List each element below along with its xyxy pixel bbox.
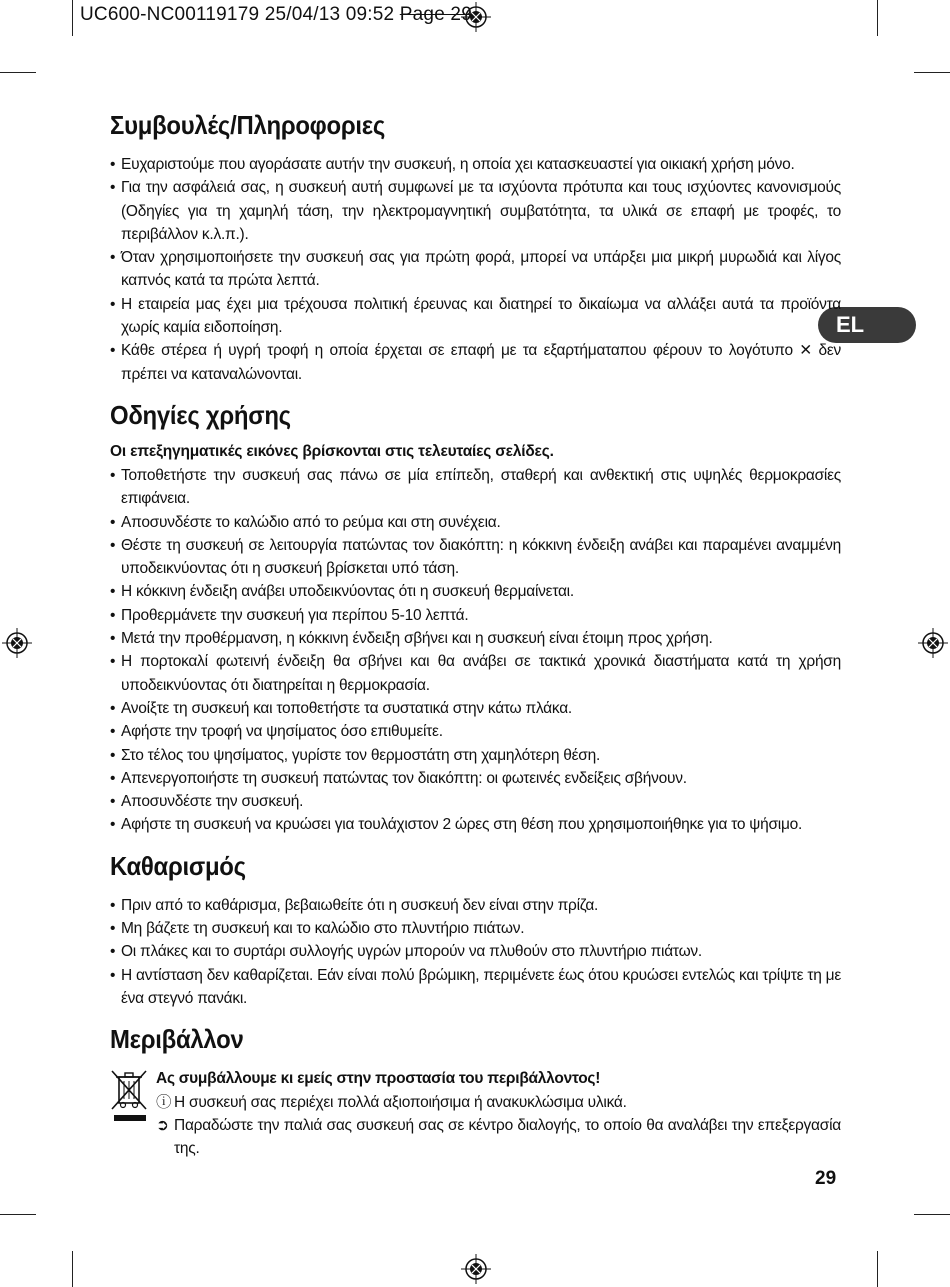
crop-mark (72, 0, 73, 36)
list-item: • Κάθε στέρεα ή υγρή τροφή η οποία έρχεται σε επαφή με τα εξαρτήματαπου φέρουν το λογότυπο ✕ δεν πρέπει να καταναλώνονται. (110, 339, 841, 386)
section-title: Οδηγίες χρήσης (110, 399, 291, 430)
list-item: • Ανοίξτε τη συσκευή και τοποθετήστε τα συστατικά στην κάτω πλάκα. (110, 697, 841, 720)
list-item: • Απενεργοποιήστε τη συσκευή πατώντας τον διακόπτη: οι φωτεινές ενδείξεις σβήνουν. (110, 767, 841, 790)
bullet-list (110, 464, 841, 837)
language-badge: EL (818, 307, 916, 343)
registration-mark-icon (2, 628, 32, 658)
list-item: • Αφήστε τη συσκευή να κρυώσει για τουλάχιστον 2 ώρες στη θέση που χρησιμοποιήθηκε για το ψήσιμο. (110, 813, 841, 836)
list-item: • Στο τέλος του ψησίματος, γυρίστε τον θερμοστάτη στη χαμηλότερη θέση. (110, 744, 841, 767)
arrow-icon: ➲ (156, 1116, 169, 1134)
bullet-list (110, 153, 841, 386)
list-item: • Για την ασφάλειά σας, η συσκευή αυτή συμφωνεί με τα ισχύοντα πρότυπα και τους ισχύοντες κανονισμούς (Οδηγίες για τη χαμηλή τάση, την ηλεκτρομαγνητική συμβατότητα, τα υλικά σε επαφή με τροφές, το περιβάλλον κ.λ.π.). (110, 176, 841, 246)
environment-line-text: Παραδώστε την παλιά σας συσκευή σας σε κέντρο διαλογής, το οποίο θα αναλάβει την επεξεργασία της. (174, 1116, 841, 1158)
environment-line-text: Η συσκευή σας περιέχει πολλά αξιοποιήσιμα ή ανακυκλώσιμα υλικά. (174, 1093, 627, 1111)
page-number: 29 (815, 1168, 837, 1189)
registration-mark-icon (918, 628, 948, 658)
crop-mark (0, 72, 36, 73)
crop-mark (877, 1251, 878, 1287)
info-icon: ⓘ (156, 1093, 172, 1111)
crop-mark (0, 1214, 36, 1215)
list-item: • Μη βάζετε τη συσκευή και το καλώδιο στο πλυντήριο πιάτων. (110, 917, 841, 940)
print-slug (80, 4, 472, 26)
environment-line (156, 1091, 841, 1114)
list-item: • Πριν από το καθάρισμα, βεβαιωθείτε ότι η συσκευή δεν είναι στην πρίζα. (110, 894, 841, 917)
list-item: • Η κόκκινη ένδειξη ανάβει υποδεικνύοντας ότι η συσκευή θερμαίνεται. (110, 580, 841, 603)
list-item: • Η πορτοκαλί φωτεινή ένδειξη θα σβήνει και θα ανάβει σε τακτικά χρονικά διαστήματα κατά τη χρήση υποδεικνύοντας ότι διατηρείται η θερμοκρασία. (110, 650, 841, 697)
list-item: • Ευχαριστούμε που αγοράσατε αυτήν την συσκευή, η οποία χει κατασκευαστεί για οικιακή χρήση μόνο. (110, 153, 841, 176)
section-cleaning (110, 851, 841, 1010)
registration-mark-icon (461, 1254, 491, 1284)
list-item: • Αποσυνδέστε την συσκευή. (110, 790, 841, 813)
list-item: • Αφήστε την τροφή να ψησίματος όσο επιθυμείτε. (110, 720, 841, 743)
section-usage (110, 400, 841, 837)
section-environment (110, 1024, 841, 1160)
list-item: • Θέστε τη συσκευή σε λειτουργία πατώντας τον διακόπτη: η κόκκινη ένδειξη ανάβει και παραμένει αναμμένη υποδεικνύοντας ότι η συσκευή βρίσκεται υπό τάση. (110, 534, 841, 581)
crossed-bin-icon (110, 1069, 150, 1123)
list-item: • Προθερμάνετε την συσκευή για περίπου 5-10 λεπτά. (110, 604, 841, 627)
print-slug-page: Page 29 (399, 4, 472, 25)
print-slug-text: UC600-NC00119179 25/04/13 09:52 (80, 4, 400, 25)
crop-mark (914, 72, 950, 73)
section-tips (110, 110, 841, 386)
list-item: • Όταν χρησιμοποιήσετε την συσκευή σας για πρώτη φορά, μπορεί να υπάρξει μια μικρή μυρωδιά και λίγος καπνός κατά τα πρώτα λεπτά. (110, 246, 841, 293)
list-item: • Η εταιρεία μας έχει μια τρέχουσα πολιτική έρευνας και διατηρεί το δικαίωμα να αλλάξει αυτά τα προϊόντα χωρίς καμία ειδοποίηση. (110, 293, 841, 340)
environment-heading: Ας συμβάλλουμε κι εμείς στην προστασία του περιβάλλοντος! (156, 1070, 601, 1088)
crop-mark (72, 1251, 73, 1287)
section-title: Καθαρισμός (110, 850, 246, 881)
crop-mark (877, 0, 878, 36)
environment-block (110, 1067, 841, 1160)
list-item: • Τοποθετήστε την συσκευή σας πάνω σε μία επίπεδη, σταθερή και ανθεκτική στις υψηλές θερμοκρασίες επιφάνεια. (110, 464, 841, 511)
list-item: • Μετά την προθέρμανση, η κόκκινη ένδειξη σβήνει και η συσκευή είναι έτοιμη προς χρήση. (110, 627, 841, 650)
list-item: • Η αντίσταση δεν καθαρίζεται. Εάν είναι πολύ βρώμικη, περιμένετε έως ότου κρυώσει εντελώς και τρίψτε τη με ένα στεγνό πανάκι. (110, 964, 841, 1011)
section-subheading: Οι επεξηγηματικές εικόνες βρίσκονται στις τελευταίες σελίδες. (110, 442, 554, 460)
crop-mark (914, 1214, 950, 1215)
bullet-list (110, 894, 841, 1010)
page-content (110, 110, 841, 1174)
section-title: Μεριβάλλον (110, 1024, 244, 1055)
section-title: Συμβουλές/Πληροφοριες (110, 110, 385, 140)
list-item: • Οι πλάκες και το συρτάρι συλλογής υγρών μπορούν να πλυθούν στο πλυντήριο πιάτων. (110, 940, 841, 963)
environment-text (156, 1067, 841, 1160)
environment-line (156, 1114, 841, 1161)
list-item: • Αποσυνδέστε το καλώδιο από το ρεύμα και στη συνέχεια. (110, 511, 841, 534)
